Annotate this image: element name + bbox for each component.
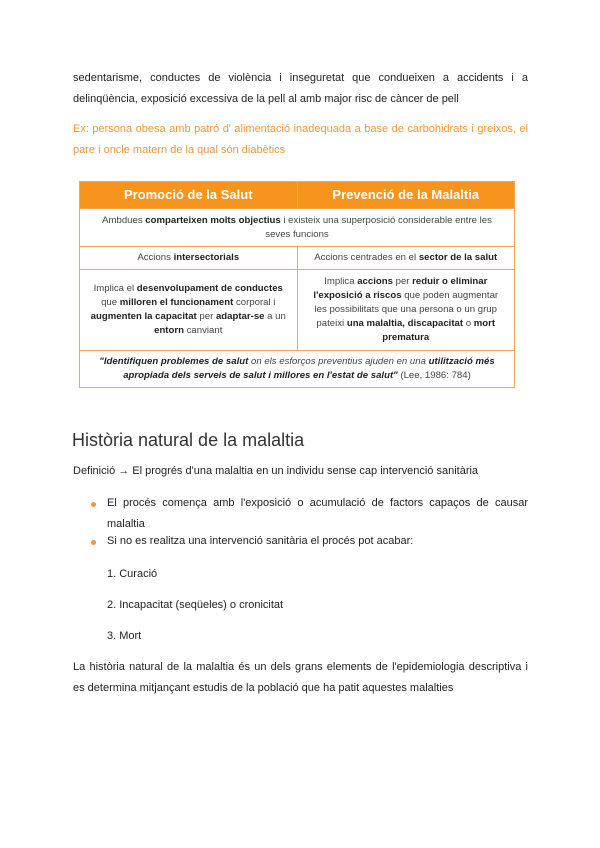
- bullet-1-line-2: malaltia: [107, 518, 145, 530]
- bullet-item-1: [107, 493, 528, 535]
- example-paragraph: [73, 119, 528, 161]
- outcome-item-3: 3. Mort: [107, 630, 142, 642]
- definition-text: Definició → El progrés d'una malaltia en un individu sense cap intervenció sanitària: [73, 465, 479, 477]
- bullet-dot-icon: [91, 540, 96, 545]
- intro-line-1: sedentarisme, conductes de violència i inseguretat que condueixen a accidents i a: [73, 72, 528, 84]
- outcome-item-2: 2. Incapacitat (seqüeles) o cronicitat: [107, 599, 284, 611]
- table-header-promotion: Promoció de la Salut: [80, 182, 298, 209]
- example-line-1: Ex: persona obesa amb patró d' alimentació inadequada a base de carbohidrats i greixos, el: [73, 123, 528, 135]
- intro-line-2: delinqüència, exposició excessiva de la pell al amb major risc de càncer de pell: [73, 93, 459, 105]
- table-left-description: Implica el desenvolupament de conductes que milloren el funcionament corporal i augmenten la capacitat per adaptar-se a un entorn canviant: [80, 270, 298, 351]
- table-right-description: Implica accions per reduir o eliminar l'exposició a riscos que poden augmentar les possibilitats que una persona o un grup pateixi una malaltia, discapacitat o mort prematura: [297, 270, 515, 351]
- table-left-subheading: Accions intersectorials: [80, 247, 298, 270]
- section-heading: Història natural de la malaltia: [72, 430, 305, 450]
- intro-paragraph: [73, 68, 528, 110]
- comparison-table: [79, 181, 515, 388]
- bullet-item-2: Si no es realitza una intervenció sanitària el procés pot acabar:: [107, 535, 414, 547]
- bullet-1-line-1: El procés comença amb l'exposició o acumulació de factors capaços de causar: [107, 497, 528, 509]
- table-right-subheading: Accions centrades en el sector de la salut: [297, 247, 515, 270]
- table-quote-row: "Identifiquen problemes de salut on els esforços preventius ajuden en una utilització més apropiada dels serveis de salut i millores en l'estat de salut" (Lee, 1986: 784): [80, 351, 515, 388]
- bullet-dot-icon: [91, 502, 96, 507]
- example-line-2: pare i oncle matern de la qual són diabètics: [73, 144, 286, 156]
- table-shared-row: Ambdues comparteixen molts objectius i existeix una superposició considerable entre les seves funcions: [80, 209, 515, 247]
- closing-paragraph: [73, 657, 528, 699]
- outcome-item-1: 1. Curació: [107, 568, 158, 580]
- table-header-prevention: Prevenció de la Malaltia: [297, 182, 515, 209]
- closing-line-2: es determina mitjançant estudis de la població que ha patit aquestes malalties: [73, 682, 454, 694]
- closing-line-1: La història natural de la malaltia és un dels grans elements de l'epidemiologia descriptiva i: [73, 661, 528, 673]
